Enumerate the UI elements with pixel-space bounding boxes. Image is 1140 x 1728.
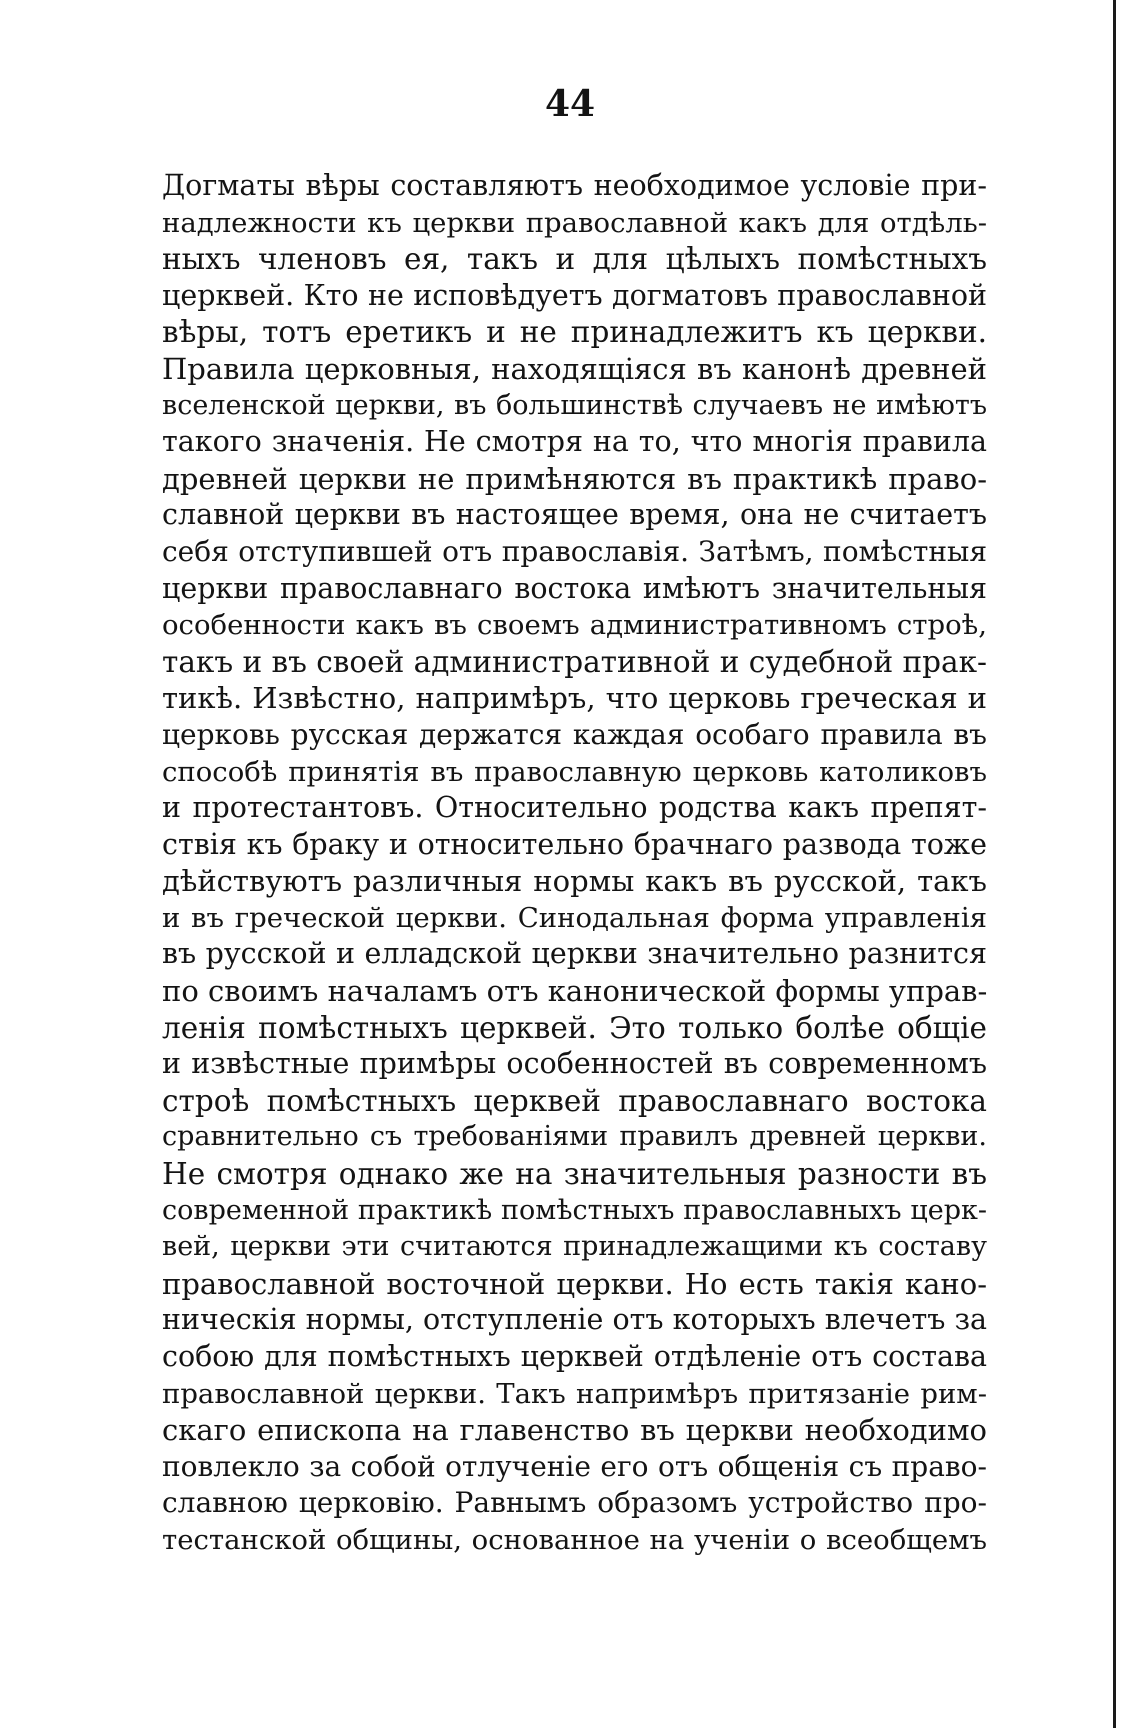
text-line: вѣры, тотъ еретикъ и не принадлежитъ къ церкви. [162, 315, 987, 350]
text-line: строѣ помѣстныхъ церквей православнаго востока [162, 1083, 987, 1118]
text-line: церкви православнаго востока имѣютъ значительныя [162, 571, 987, 605]
text-line: вселенской церкви, въ большинствѣ случаевъ не имѣютъ [162, 389, 987, 421]
text-line: по своимъ началамъ отъ канонической формы управ- [162, 974, 987, 1009]
text-line: повлекло за собой отлученіе его отъ общенія съ право- [162, 1449, 987, 1483]
text-line: надлежности къ церкви православной какъ для отдѣль- [162, 206, 987, 239]
text-line: собою для помѣстныхъ церквей отдѣленіе отъ состава [162, 1340, 987, 1373]
text-line: и протестантовъ. Относительно родства какъ препят- [162, 791, 987, 825]
text-line: ленія помѣстныхъ церквей. Это только болѣе общіе [162, 1010, 987, 1045]
text-line: Догматы вѣры составляютъ необходимое условіе при- [162, 169, 987, 202]
text-line: способѣ принятія въ православную церковь католиковъ [162, 755, 987, 788]
text-line: и въ греческой церкви. Синодальная форма управленія [162, 901, 987, 934]
text-line: славной церкви въ настоящее время, она не считаетъ [162, 498, 987, 532]
body-text [162, 168, 987, 1559]
text-line: и извѣстные примѣры особенностей въ современномъ [162, 1047, 987, 1081]
text-line: тестанской общины, основанное на ученіи о всеобщемъ [162, 1523, 987, 1556]
text-line: славною церковію. Равнымъ образомъ устройство про- [162, 1486, 987, 1520]
text-line: православной восточной церкви. Но есть такія кано- [162, 1266, 987, 1301]
text-line: ническія нормы, отступленіе отъ которыхъ влечетъ за [162, 1303, 987, 1337]
text-line: православной церкви. Такъ напримѣръ притязаніе рим- [162, 1377, 987, 1410]
page-number: 44 [544, 83, 596, 125]
text-line: церковь русская держатся каждая особаго правила въ [162, 717, 987, 751]
text-line: ствія къ браку и относительно брачнаго развода тоже [162, 827, 987, 861]
text-line: сравнительно съ требованіями правилъ древней церкви. [162, 1121, 987, 1153]
text-line: себя отступившей отъ православія. Затѣмъ, помѣстныя [162, 534, 987, 568]
text-line: современной практикѣ помѣстныхъ православныхъ церк- [162, 1194, 987, 1226]
text-line: особенности какъ въ своемъ административномъ строѣ, [162, 609, 987, 642]
text-line: тикѣ. Извѣстно, напримѣръ, что церковь греческая и [162, 681, 987, 716]
text-line: дѣйствуютъ различныя нормы какъ въ русской, такъ [162, 864, 987, 899]
text-line: такъ и въ своей административной и судебной прак- [162, 644, 987, 679]
text-line: въ русской и елладской церкви значительно разнится [162, 937, 987, 971]
text-line: Правила церковныя, находящіяся въ канонѣ древней [162, 351, 987, 386]
text-line: ныхъ членовъ ея, такъ и для цѣлыхъ помѣстныхъ [162, 242, 987, 277]
page-edge-rule [1113, 0, 1116, 1728]
text-line: Не смотря однако же на значительныя разности въ [162, 1157, 987, 1192]
text-line: вей, церкви эти считаются принадлежащими къ составу [162, 1231, 987, 1263]
text-line: древней церкви не примѣняются въ практикѣ право- [162, 461, 987, 496]
text-line: церквей. Кто не исповѣдуетъ догматовъ православной [162, 278, 987, 312]
text-line: скаго епископа на главенство въ церкви необходимо [162, 1413, 987, 1448]
text-line: такого значенія. Не смотря на то, что многія правила [162, 425, 987, 459]
